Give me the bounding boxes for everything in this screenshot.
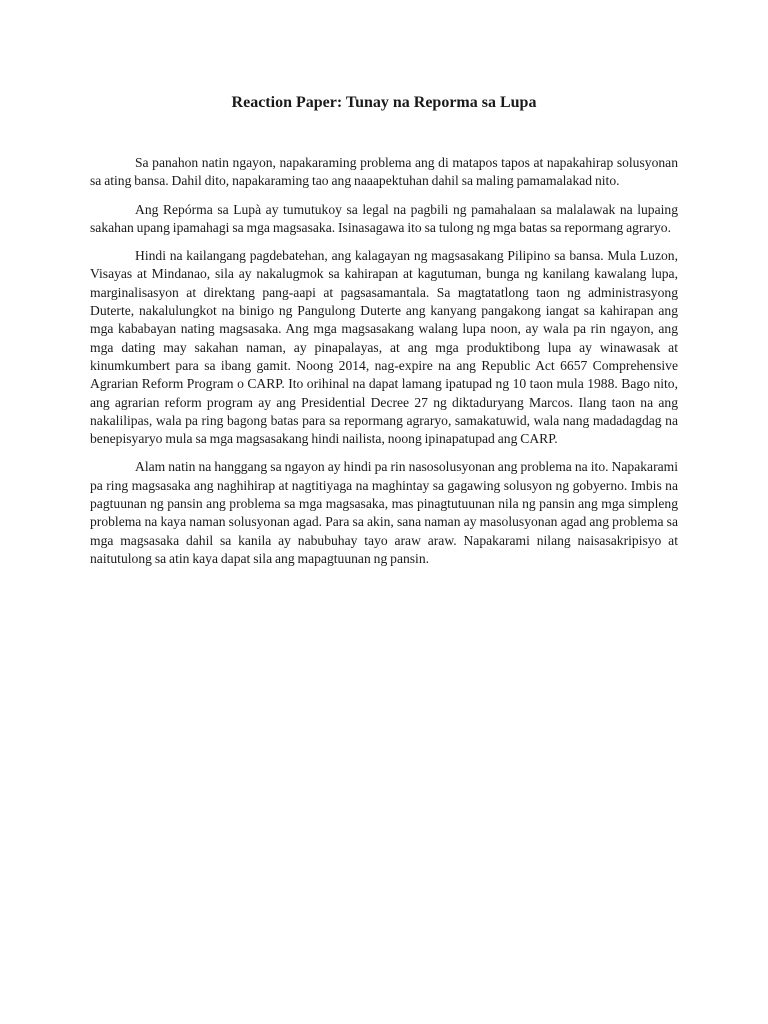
- paragraph-intro: Sa panahon natin ngayon, napakaraming problema ang di matapos tapos at napakahirap solusyonan sa ating bansa. Dahil dito, napakaraming tao ang naaapektuhan dahil sa maling pamamalakad nito.: [90, 155, 678, 189]
- document-page: [90, 92, 678, 578]
- paragraph-situation: Hindi na kailangang pagdebatehan, ang kalagayan ng magsasakang Pilipino sa bansa. Mula Luzon, Visayas at Mindanao, sila ay nakalugmok sa kahirapan at kagutuman, bunga ng kanilang kawalang lupa, marginalisasyon at direktang pang-aapi at pagsasamantala. Sa magtatatlong taon ng administrasyong Duterte, nakalulungkot na binigo ng Pangulong Duterte ang kanyang pangakong iangat sa kahirapan ang mga kababayan nating magsasaka. Ang mga magsasakang walang lupa noon, ay wala pa rin ngayon, ang mga dating may sakahan naman, ay pinapalayas, at ang mga produktibong lupa ay winawasak at kinumkumbert para sa ibang gamit. Noong 2014, nag-expire na ang Republic Act 6657 Comprehensive Agrarian Reform Program o CARP. Ito orihinal na dapat lamang ipatupad ng 10 taon mula 1988. Bago nito, ang agrarian reform program ay ang Presidential Decree 27 ng diktaduryang Marcos. Ilang taon na ang nakalilipas, wala pa ring bagong batas para sa repormang agraryo, samakatuwid, wala nang madadagdag na benepisyaryo mula sa mga magsasakang hindi nailista, noong ipinapatupad ang CARP.: [90, 248, 678, 447]
- paragraph-conclusion: Alam natin na hanggang sa ngayon ay hindi pa rin nasosolusyonan ang problema na ito. Napakarami pa ring magsasaka ang naghihirap at nagtitiyaga na maghintay sa gagawing solusyon ng gobyerno. Imbis na pagtuunan ng pansin ang problema sa mga magsasaka, mas pinagtutuunan nila ng pansin ang mga simpleng problema na kaya naman solusyonan agad. Para sa akin, sana naman ay masolusyonan agad ang problema sa mga magsasaka dahil sa kanila ay nabubuhay tayo araw araw. Napakarami nilang naisasakripisyo at naitutulong sa atin kaya dapat sila ang mapagtuunan ng pansin.: [90, 459, 678, 566]
- paragraph-definition: Ang Repórma sa Lupà ay tumutukoy sa legal na pagbili ng pamahalaan sa malalawak na lupaing sakahan upang ipamahagi sa mga magsasaka. Isinasagawa ito sa tulong ng mga batas sa repormang agraryo.: [90, 201, 678, 235]
- document-title: Reaction Paper: Tunay na Reporma sa Lupa: [231, 94, 537, 111]
